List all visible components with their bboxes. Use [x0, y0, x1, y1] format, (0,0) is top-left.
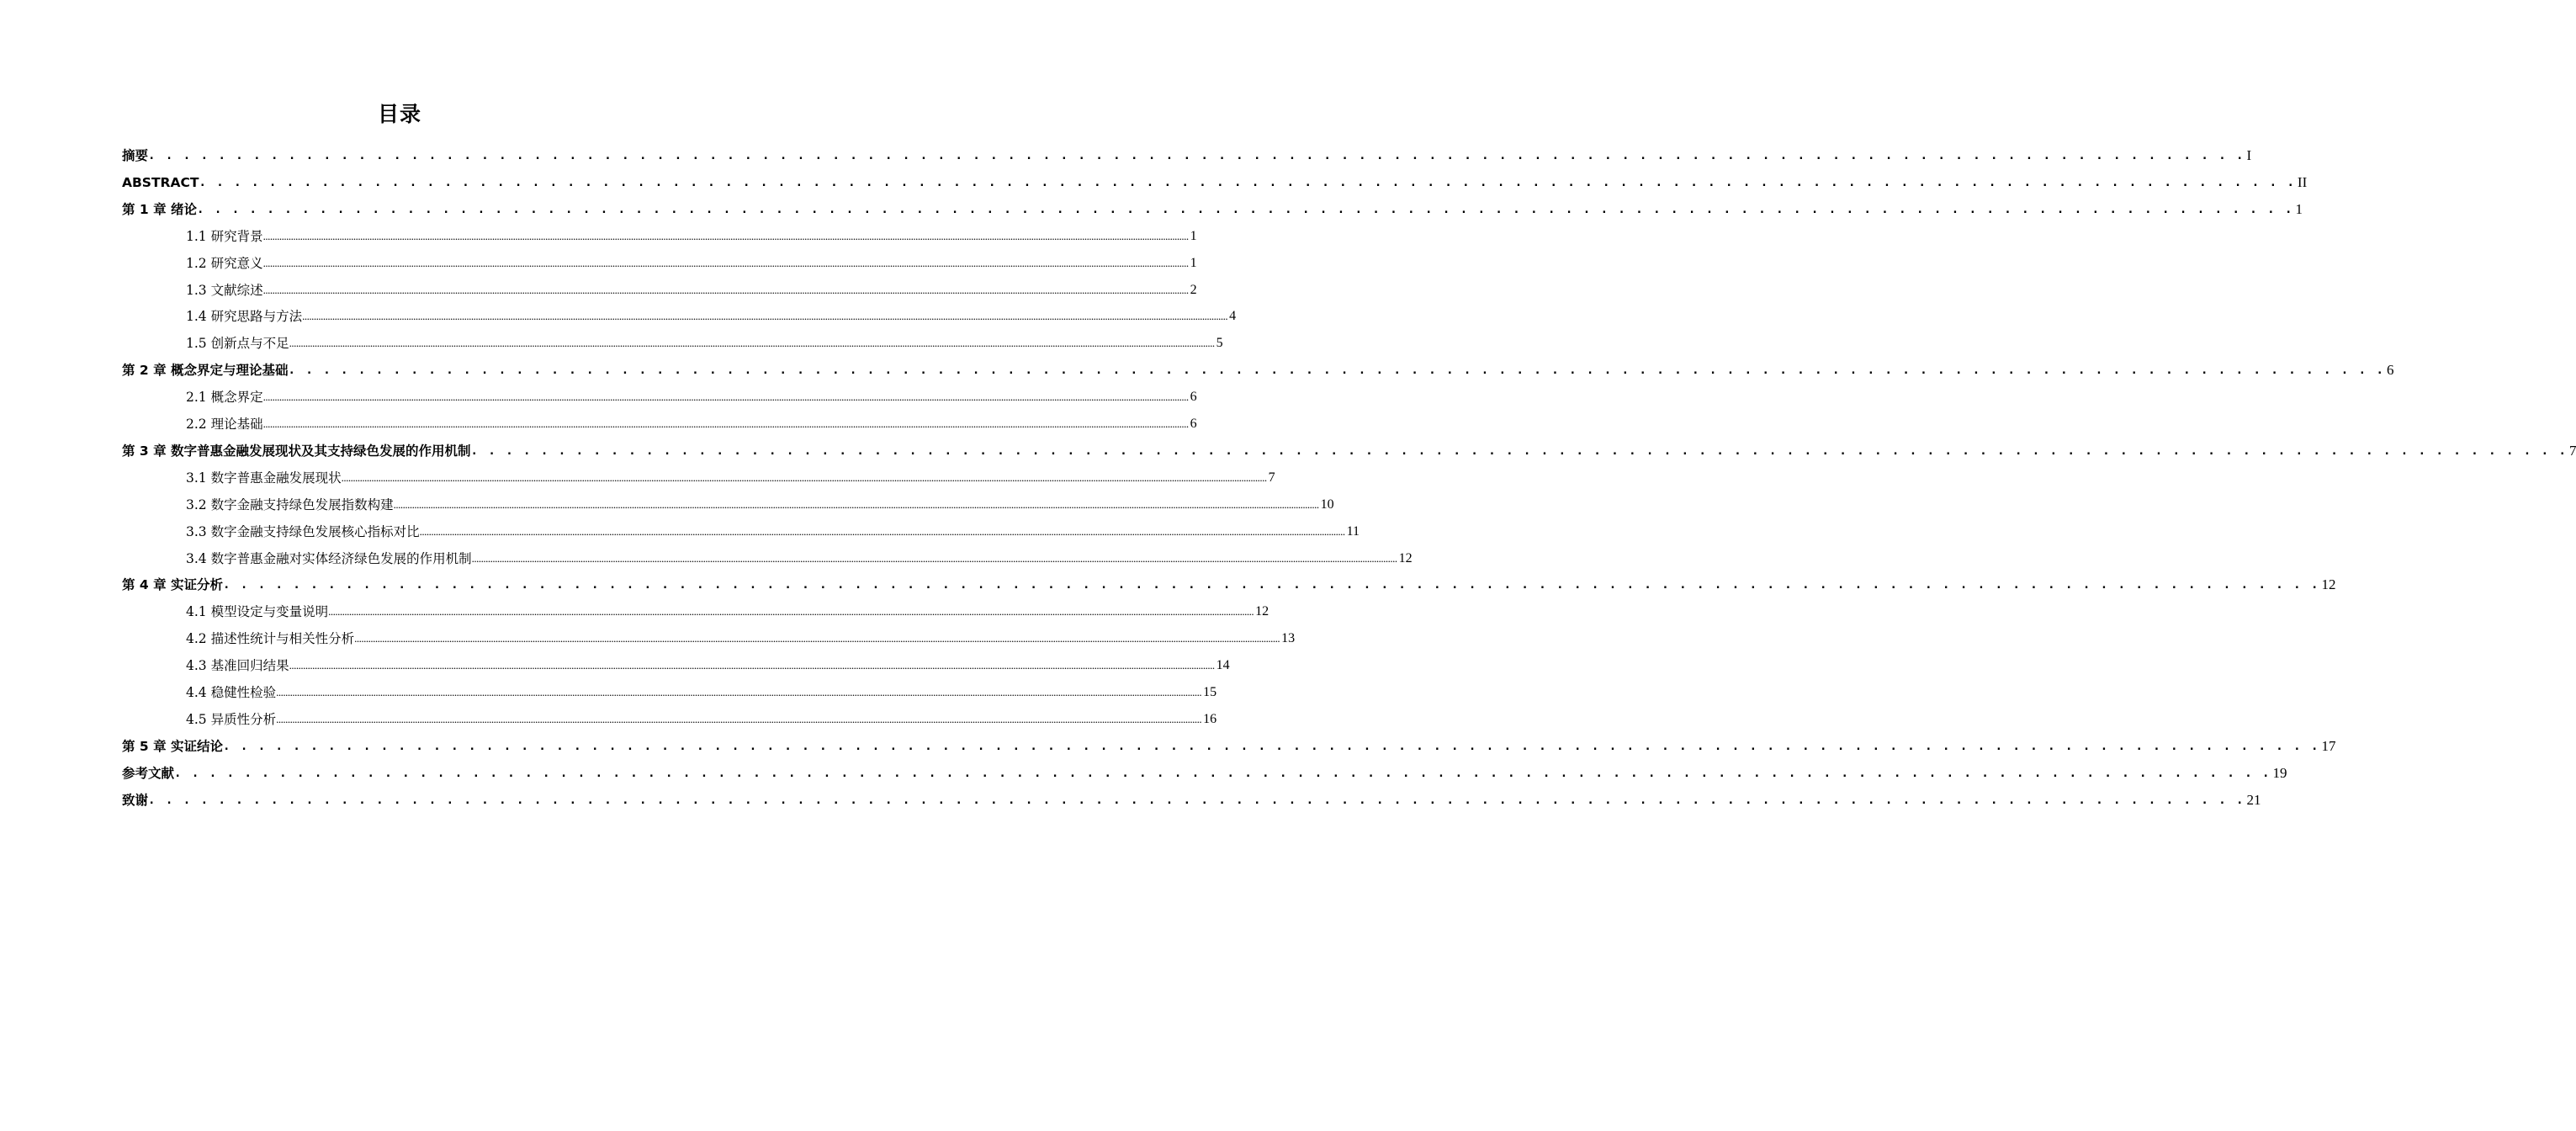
toc-entry-page-number: 16: [1203, 711, 1217, 726]
toc-entry[interactable]: [186, 495, 1334, 515]
toc-entry[interactable]: [186, 682, 1217, 703]
toc-entry[interactable]: [186, 602, 1269, 622]
toc-leader-dots: . . . . . . . . . . . . . . . . . . . . . . . . . . . . . . . . . . . . . . . . . . . . . . . . . . . . . . . . . . . . . . . . . . . . . . . . . . . . . . . . . . . . . . . . . . . . . . . . . . . . . . . . . . . . . . . . . . . . . . . .: [148, 793, 2245, 807]
toc-leader-dots: . . . . . . . . . . . . . . . . . . . . . . . . . . . . . . . . . . . . . . . . . . . . . . . . . . . . . . . . . . . . . . . . . . . . . . . . . . . . . . . . . . . . . . . . . . . . . . . . . . . . . . . . . . . . . . . . . . . . . . . .: [222, 739, 2320, 753]
toc-entry[interactable]: [186, 387, 1197, 407]
toc-entry-label: 3.1 数字普惠金融发展现状: [186, 470, 342, 486]
toc-entry-page-number: 6: [1190, 417, 1197, 431]
toc-entry-label: 4.2 描述性统计与相关性分析: [186, 631, 355, 647]
toc-entry-page-number: II: [2297, 173, 2308, 190]
toc-entry-page-number: 7: [1268, 470, 1275, 485]
toc-entry-label: 参考文献: [122, 765, 175, 781]
toc-entry-label: 3.3 数字金融支持绿色发展核心指标对比: [186, 523, 420, 539]
toc-leader-dots: . . . . . . . . . . . . . . . . . . . . . . . . . . . . . . . . . . . . . . . . . . . . . . . . . . . . . . . . . . . . . . . . . . . . . . . . . . . . . . . . . . . . . . . . . . . . . . . . . . . . . . . . . . . . . . . . . . . . . . . .: [174, 766, 2271, 780]
toc-entry-page-number: 13: [1281, 631, 1296, 646]
toc-leader-dots: ................................................................................................................................................................................................................................................................................................................................................................................................................: [328, 605, 1254, 619]
toc-leader-dots: ................................................................................................................................................................................................................................................................................................................................................................................................................: [419, 524, 1345, 538]
toc-leader-dots: ................................................................................................................................................................................................................................................................................................................................................................................................................: [276, 712, 1202, 725]
toc-entry-label: 1.2 研究意义: [186, 255, 263, 271]
toc-entry-page-number: 5: [1216, 336, 1223, 351]
toc-entry-page-number: 11: [1346, 523, 1360, 539]
toc-entry-page-number: 1: [2295, 200, 2303, 217]
toc-entry-label: 致谢: [122, 792, 149, 808]
toc-entry-label: 摘要: [122, 148, 149, 163]
toc-leader-dots: ................................................................................................................................................................................................................................................................................................................................................................................................................: [289, 659, 1215, 672]
toc-leader-dots: . . . . . . . . . . . . . . . . . . . . . . . . . . . . . . . . . . . . . . . . . . . . . . . . . . . . . . . . . . . . . . . . . . . . . . . . . . . . . . . . . . . . . . . . . . . . . . . . . . . . . . . . . . . . . . . . . . . . . . . .: [288, 364, 2385, 378]
toc-entry-page-number: 15: [1203, 685, 1217, 699]
toc-leader-dots: . . . . . . . . . . . . . . . . . . . . . . . . . . . . . . . . . . . . . . . . . . . . . . . . . . . . . . . . . . . . . . . . . . . . . . . . . . . . . . . . . . . . . . . . . . . . . . . . . . . . . . . . . . . . . . . . . . . . . . . .: [148, 149, 2245, 162]
toc-entry[interactable]: [186, 333, 1223, 353]
toc-entry[interactable]: [122, 736, 2336, 757]
toc-entry[interactable]: [122, 790, 2261, 810]
toc-entry-page-number: I: [2246, 147, 2252, 163]
toc-entry-label: 2.2 理论基础: [186, 417, 263, 432]
toc-entry[interactable]: [186, 656, 1230, 676]
toc-entry-label: 第 4 章 实证分析: [122, 577, 223, 593]
toc-entry[interactable]: [122, 146, 2252, 166]
toc-entry[interactable]: [186, 522, 1360, 542]
toc-entry-page-number: 12: [1255, 604, 1269, 619]
toc-entry[interactable]: [186, 468, 1275, 488]
toc-entry-label: 1.4 研究思路与方法: [186, 309, 303, 325]
toc-leader-dots: . . . . . . . . . . . . . . . . . . . . . . . . . . . . . . . . . . . . . . . . . . . . . . . . . . . . . . . . . . . . . . . . . . . . . . . . . . . . . . . . . . . . . . . . . . . . . . . . . . . . . . . . . . . . . . . . . . . . . . . .: [222, 578, 2320, 592]
toc-leader-dots: . . . . . . . . . . . . . . . . . . . . . . . . . . . . . . . . . . . . . . . . . . . . . . . . . . . . . . . . . . . . . . . . . . . . . . . . . . . . . . . . . . . . . . . . . . . . . . . . . . . . . . . . . . . . . . . . . . . . . . . .: [199, 175, 2296, 189]
toc-leader-dots: ................................................................................................................................................................................................................................................................................................................................................................................................................: [262, 417, 1189, 430]
toc-entry-page-number: 4: [1229, 309, 1237, 324]
toc-entry[interactable]: [186, 549, 1413, 569]
toc-entry-label: 第 3 章 数字普惠金融发展现状及其支持绿色发展的作用机制: [122, 443, 471, 459]
toc-entry[interactable]: [122, 360, 2394, 380]
toc-entry[interactable]: [122, 575, 2336, 595]
toc-entry[interactable]: [186, 306, 1237, 327]
toc-entry-page-number: 12: [1398, 550, 1413, 566]
toc-entry[interactable]: [186, 226, 1197, 247]
toc-entry-label: 第 5 章 实证结论: [122, 738, 223, 754]
toc-entry-page-number: 1: [1190, 228, 1197, 243]
toc-entry-label: 3.4 数字普惠金融对实体经济绿色发展的作用机制: [186, 550, 472, 566]
toc-entry-page-number: 6: [1190, 390, 1197, 405]
toc-entry[interactable]: [122, 763, 2287, 783]
toc-entry[interactable]: [122, 441, 2576, 461]
toc-entry-page-number: 17: [2321, 737, 2336, 754]
toc-entry-label: 1.3 文献综述: [186, 282, 263, 298]
toc-entry-label: 4.4 稳健性检验: [186, 685, 277, 700]
toc-entry[interactable]: [186, 414, 1197, 434]
toc-entry[interactable]: [122, 173, 2308, 193]
toc-entry-label: 3.2 数字金融支持绿色发展指数构建: [186, 496, 394, 512]
toc-entry-page-number: 7: [2568, 442, 2576, 459]
toc-entry-page-number: 12: [2321, 576, 2336, 593]
toc-entry[interactable]: [186, 280, 1197, 300]
toc-entry[interactable]: [186, 629, 1296, 649]
toc-leader-dots: . . . . . . . . . . . . . . . . . . . . . . . . . . . . . . . . . . . . . . . . . . . . . . . . . . . . . . . . . . . . . . . . . . . . . . . . . . . . . . . . . . . . . . . . . . . . . . . . . . . . . . . . . . . . . . . . . . . . . . . .: [196, 202, 2294, 216]
toc-entry-label: 第 2 章 概念界定与理论基础: [122, 363, 289, 379]
toc-leader-dots: ................................................................................................................................................................................................................................................................................................................................................................................................................: [262, 256, 1189, 269]
toc-leader-dots: ................................................................................................................................................................................................................................................................................................................................................................................................................: [262, 390, 1189, 404]
toc-entry-label: 1.5 创新点与不足: [186, 336, 289, 352]
toc-leader-dots: ................................................................................................................................................................................................................................................................................................................................................................................................................: [289, 337, 1215, 350]
toc-entry-label: 4.1 模型设定与变量说明: [186, 604, 329, 620]
toc-entry-label: 第 1 章 绪论: [122, 201, 197, 217]
toc-entry-label: 4.3 基准回归结果: [186, 658, 289, 674]
toc-entry-page-number: 2: [1190, 282, 1197, 297]
toc-entry-label: 2.1 概念界定: [186, 390, 263, 406]
toc-leader-dots: ................................................................................................................................................................................................................................................................................................................................................................................................................: [262, 229, 1189, 242]
toc-leader-dots: ................................................................................................................................................................................................................................................................................................................................................................................................................: [393, 497, 1319, 511]
toc-entry[interactable]: [186, 709, 1217, 730]
toc-entry-label: ABSTRACT: [122, 174, 199, 190]
toc-leader-dots: ................................................................................................................................................................................................................................................................................................................................................................................................................: [276, 686, 1202, 698]
toc-entry-page-number: 14: [1216, 658, 1230, 673]
toc-entry-label: 1.1 研究背景: [186, 228, 263, 244]
toc-leader-dots: ................................................................................................................................................................................................................................................................................................................................................................................................................: [262, 283, 1189, 296]
toc-entry-label: 4.5 异质性分析: [186, 711, 277, 727]
toc-leader-dots: ................................................................................................................................................................................................................................................................................................................................................................................................................: [341, 470, 1267, 484]
toc-entry-page-number: 19: [2272, 764, 2287, 781]
toc-entry-page-number: 10: [1320, 496, 1334, 512]
toc-entry-page-number: 6: [2386, 362, 2394, 379]
toc-entry[interactable]: [122, 199, 2303, 220]
toc-entry[interactable]: [186, 253, 1197, 273]
toc-entry-page-number: 1: [1190, 255, 1197, 270]
toc-leader-dots: ................................................................................................................................................................................................................................................................................................................................................................................................................: [471, 551, 1397, 565]
toc-leader-dots: ................................................................................................................................................................................................................................................................................................................................................................................................................: [302, 310, 1228, 323]
toc-title: 目录: [377, 102, 421, 126]
toc-leader-dots: . . . . . . . . . . . . . . . . . . . . . . . . . . . . . . . . . . . . . . . . . . . . . . . . . . . . . . . . . . . . . . . . . . . . . . . . . . . . . . . . . . . . . . . . . . . . . . . . . . . . . . . . . . . . . . . . . . . . . . . .: [470, 443, 2568, 458]
toc-leader-dots: ................................................................................................................................................................................................................................................................................................................................................................................................................: [354, 632, 1280, 645]
toc-entry-page-number: 21: [2246, 791, 2261, 808]
